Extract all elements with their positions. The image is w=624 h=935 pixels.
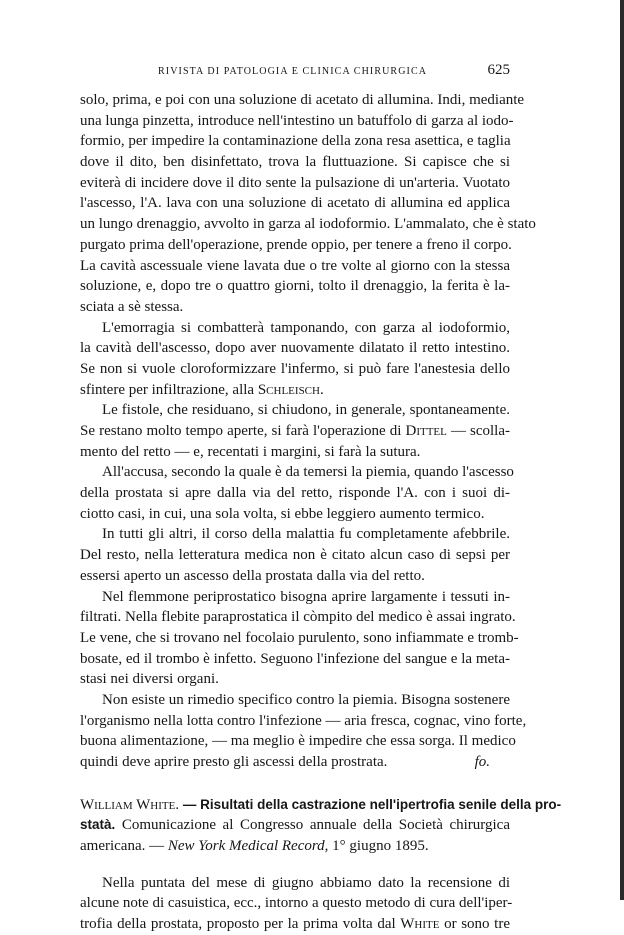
author-name-dittel: Dittel <box>405 423 447 439</box>
text-fragment: sfintere per infiltrazione, alla <box>80 381 258 398</box>
text-line: bosate, ed il trombo è infetto. Seguono l'infezione del sangue e la meta- <box>80 650 510 667</box>
text-line: della prostata si apre dalla via del retto, risponde l'A. con i suoi di- <box>80 485 510 502</box>
text-line <box>80 795 562 816</box>
text-line: buona alimentazione, — ma meglio è impedire che essa sorga. Il medico <box>80 733 516 750</box>
text-line: Non esiste un rimedio specifico contro la piemia. Bisogna sostenere <box>102 691 510 708</box>
paragraph-6 <box>80 587 519 690</box>
text-line: alcune note di casuistica, ecc., intorno a questo metodo di cura dell'iper- <box>80 895 513 912</box>
journal-name: New York Medical Record, <box>167 838 329 855</box>
author-name-white: William White. <box>80 796 180 813</box>
paragraph-1 <box>80 90 536 318</box>
section-gap <box>80 773 510 795</box>
text-line: una lunga pinzetta, introduce nell'intestino un batuffolo di garza al iodo- <box>80 112 514 129</box>
text-line: Del resto, nella letteratura medica non è citato alcun caso di sepsi per <box>80 547 510 564</box>
running-header <box>80 62 510 82</box>
text-fragment: — scolla- <box>446 423 511 439</box>
author-name-schleisch: Schleisch. <box>257 381 324 398</box>
text-line: mento del retto — e, recentati i margini, si farà la sutura. <box>80 443 421 460</box>
text-line: L'emorragia si combatterà tamponando, con garza al iodoformio, <box>102 319 510 336</box>
text-line: l'ascesso, l'A. lava con una soluzione di acetato di allumina ed applica <box>80 195 510 212</box>
text-line: Nel flemmone periprostatico bisogna aprire largamente i tessuti in- <box>102 588 510 605</box>
paragraph-5 <box>80 524 510 586</box>
text-line: l'organismo nella lotta contro l'infezione — aria fresca, cognac, vino forte, <box>80 712 527 729</box>
text-line: Nella puntata del mese di giugno abbiamo dato la recensione di <box>102 874 510 891</box>
text-line: eviterà di incidere dove il dito sente la pulsazione di un'arteria. Vuotato <box>80 174 510 191</box>
text-line: stasi nei diversi organi. <box>80 671 219 688</box>
text-line: la cavità dell'ascesso, dopo aver nuovamente dilatato il retto intestino. <box>80 340 510 357</box>
text-line: sciata a sè stessa. <box>80 298 184 315</box>
text-line <box>80 752 510 773</box>
text-line <box>80 815 510 836</box>
text-line: un lungo drenaggio, avvolto in garza al iodoformio. L'ammalato, che è stato <box>80 216 536 233</box>
text-line: soluzione, e, dopo tre o quattro giorni, tolto il drenaggio, la ferita è la- <box>80 278 510 295</box>
text-column <box>80 90 562 935</box>
paragraph-2 <box>80 318 510 401</box>
paragraph-3 <box>80 400 510 462</box>
paragraph-4 <box>80 462 514 524</box>
article-2-body <box>80 873 513 935</box>
reviewer-signature: fo. <box>474 754 490 770</box>
text-line: Le vene, che si trovano nel focolaio purulento, sono infiammate e tromb- <box>80 629 519 646</box>
text-line: dove il dito, ben disinfettato, trova la fluttuazione. Si capisce che si <box>80 154 510 171</box>
paragraph-7 <box>80 690 527 773</box>
text-line: solo, prima, e poi con una soluzione di acetato di allumina. Indi, mediante <box>80 92 525 108</box>
text-fragment: Comunicazione al Congresso annuale della Società chirurgica <box>115 817 510 834</box>
text-line: filtrati. Nella flebite paraprostatica il còmpito del medico è assai ingrato. <box>80 609 516 626</box>
article-2-heading <box>80 795 562 857</box>
text-line <box>80 914 510 935</box>
text-line: La cavità ascessuale viene lavata due o tre volte al giorno con la stessa <box>80 257 510 274</box>
text-line: All'accusa, secondo la quale è da temersi la piemia, quando l'ascesso <box>102 464 514 481</box>
text-line: essersi aperto un ascesso della prostata dalla via del retto. <box>80 567 425 584</box>
section-gap <box>80 857 510 873</box>
page-number: 625 <box>487 62 510 78</box>
text-fragment: trofia della prostata, proposto per la prima volta dal <box>80 916 401 933</box>
text-fragment: Se restano molto tempo aperte, si farà l'operazione di <box>80 423 406 439</box>
text-line: purgato prima dell'operazione, prende oppio, per tenere a freno il corpo. <box>80 236 512 253</box>
author-name-white-inline: White <box>400 916 440 933</box>
text-line <box>80 836 510 857</box>
page-edge <box>620 0 624 900</box>
text-line: Se non si vuole cloroformizzare l'infermo, si può fare l'anestesia dello <box>80 360 510 377</box>
article-title: — Risultati della castrazione nell'ipertrofia senile della pro- <box>179 796 562 812</box>
text-fragment: americana. — <box>80 838 168 855</box>
text-fragment: quindi deve aprire presto gli ascessi della prostrata. <box>80 754 388 770</box>
article-title-cont: statà. <box>80 817 116 833</box>
text-line <box>80 421 510 442</box>
text-line: ciotto casi, in cui, una sola volta, si ebbe leggiero aumento termico. <box>80 505 485 522</box>
text-line: Le fistole, che residuano, si chiudono, in generale, spontaneamente. <box>102 402 510 419</box>
running-title: RIVISTA DI PATOLOGIA E CLINICA CHIRURGICA <box>158 66 428 77</box>
text-fragment: 1° giugno 1895. <box>328 838 429 855</box>
text-fragment: or sono tre <box>439 916 510 933</box>
text-line: formio, per impedire la contaminazione della zona resa asettica, e taglia <box>80 133 511 150</box>
text-line: In tutti gli altri, il corso della malattia fu completamente afebbrile. <box>102 526 510 543</box>
text-line <box>80 380 510 401</box>
